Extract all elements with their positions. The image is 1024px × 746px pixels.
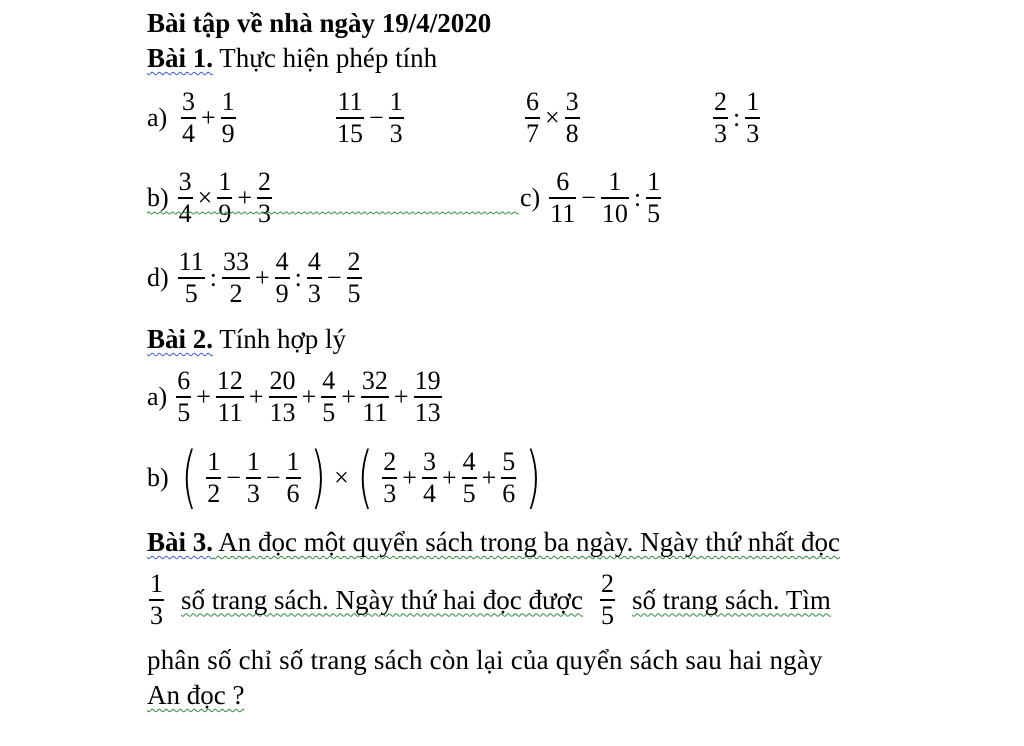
denominator: 2 [229,278,243,308]
expr-2a [173,366,444,428]
numerator: 5 [502,447,516,477]
operator: − [326,263,342,292]
numerator: 33 [222,247,249,277]
fraction [321,366,336,428]
expr-1a-2 [333,83,407,153]
parenthesis: ( [357,438,373,517]
operator: + [301,382,317,411]
fraction [206,447,221,509]
operator: − [226,463,241,492]
fraction [549,167,576,229]
denominator: 13 [269,397,296,427]
fraction [257,167,272,229]
fraction [178,247,205,309]
numerator: 3 [422,447,436,477]
operator: + [237,183,253,212]
numerator: 1 [389,87,403,117]
numerator: 6 [177,366,191,396]
grammar-squiggle [147,211,519,215]
denominator: 6 [502,478,516,508]
exercise-2-heading [147,326,346,353]
fraction [646,167,661,229]
denominator: 7 [526,118,539,148]
denominator: 3 [307,278,321,308]
operator: + [393,382,409,411]
numerator: 4 [275,247,289,277]
fraction [221,87,236,149]
exercise-2-part-a [147,362,445,432]
exercise-1-label: Bài 1. [147,43,214,73]
numerator: 1 [218,167,232,197]
denominator: 15 [337,118,363,148]
denominator: 4 [178,198,192,228]
numerator: 1 [608,167,622,197]
numerator: 20 [269,366,296,396]
fraction [422,447,437,509]
parenthesis: ( [180,438,197,517]
numerator: 6 [526,87,539,117]
numerator: 12 [216,366,243,396]
fraction [176,366,191,428]
exercise-1-heading [147,45,437,72]
numerator: 4 [322,366,336,396]
denominator: 8 [565,118,579,148]
denominator: 3 [258,198,272,228]
operator: + [201,103,216,132]
numerator: 32 [361,366,388,396]
expr-1a-1 [178,83,239,153]
fraction [216,366,244,428]
exercise-2-part-b [147,438,548,517]
denominator: 9 [221,118,235,148]
exercise-1-title: Thực hiện phép tính [213,43,438,73]
operator: − [581,183,596,212]
exercise-3-text-1: An đọc một quyển sách trong ba ngày. Ngày thứ nhất đọc [213,527,841,557]
fraction [269,366,297,428]
fraction [745,87,760,149]
operator: × [545,103,560,132]
denominator: 11 [217,397,243,427]
exercise-3-line-3: phân số chỉ số trang sách còn lại của quyển sách sau hai ngày [147,645,823,675]
expr-1a-4 [710,83,763,153]
fraction [178,167,193,229]
denominator: 3 [389,118,403,148]
fraction [336,87,364,149]
exercise-1-part-b [147,163,275,233]
operator: : [209,263,217,292]
parenthesis: ) [309,438,326,517]
exercise-2-title: Tính hợp lý [213,324,347,354]
numerator: 1 [246,447,260,477]
operator: + [196,382,211,411]
fraction [286,447,301,509]
part-a-label: a) [147,103,168,132]
operator: : [733,103,741,132]
exercise-3-line-1 [147,529,840,556]
expr-2b [175,438,548,517]
fraction [361,366,389,428]
denominator: 9 [275,278,289,308]
denominator: 11 [550,198,576,228]
denominator: 11 [362,397,388,427]
numerator: 11 [178,247,204,277]
denominator: 9 [218,198,232,228]
expr-1c [546,167,664,229]
numerator: 3 [565,87,579,117]
fraction [181,87,196,149]
numerator: 4 [307,247,321,277]
denominator: 3 [746,118,760,148]
exercise-1-part-a [147,83,173,153]
operator: : [633,183,642,212]
part-b-label: b) [147,183,169,212]
numerator: 19 [414,366,441,396]
fraction-one-third: $\frac{1}{3}$ [150,569,163,630]
numerator: 2 [383,447,397,477]
expr-1b [175,167,275,229]
operator: + [402,463,417,492]
denominator: 6 [286,478,300,508]
exercise-3-text-4: An đọc ? [147,680,245,710]
denominator: 2 [207,478,221,508]
operator: − [369,103,384,132]
denominator: 5 [177,397,191,427]
fraction [246,447,261,509]
fraction [307,247,322,309]
numerator: 2 [714,87,727,117]
denominator: 10 [601,198,628,228]
operator: + [441,463,457,492]
part-d-label: d) [147,263,169,292]
operator: + [248,382,264,411]
operator: + [481,463,497,492]
fraction [217,167,232,229]
denominator: 4 [422,478,436,508]
part-a-label: a) [147,382,168,411]
fraction [222,247,250,309]
fraction [525,87,540,149]
fraction [275,247,290,309]
fraction [382,447,397,509]
denominator: 5 [647,198,661,228]
parenthesis: ) [525,438,542,517]
numerator: 3 [178,167,192,197]
exercise-1-part-d [147,243,365,313]
fraction [347,247,362,309]
numerator: 1 [221,87,235,117]
expr-1d [175,247,365,309]
exercise-1-part-c [520,163,664,233]
exercise-3-line-4 [147,682,244,709]
denominator: 5 [462,478,476,508]
numerator: 1 [286,447,300,477]
operator: + [254,263,270,292]
numerator: 4 [462,447,476,477]
part-b-label: b) [147,463,169,492]
exercise-2-label: Bài 2. [147,324,214,354]
fraction-two-fifths: $\frac{2}{5}$ [600,569,614,630]
denominator: 3 [246,478,260,508]
fraction [565,87,580,149]
fraction [501,447,516,509]
denominator: 3 [714,118,727,148]
exercise-3-text-2a: số trang sách. Ngày thứ hai đọc được [181,584,583,615]
numerator: 3 [182,87,195,117]
exercise-3-line-2 [146,565,831,635]
numerator: 1 [207,447,221,477]
operator: : [294,263,302,292]
denominator: 5 [347,278,361,308]
fraction [713,87,728,149]
denominator: 13 [414,397,441,427]
operator: × [197,183,213,212]
numerator: 1 [746,87,760,117]
numerator: 6 [556,167,570,197]
numerator: 2 [347,247,361,277]
page-title: Bài tập về nhà ngày 19/4/2020 [147,8,492,38]
fraction [389,87,404,149]
denominator: 3 [383,478,397,508]
operator: + [341,382,356,411]
numerator: 1 [647,167,661,197]
part-c-label: c) [520,183,541,212]
exercise-3-label: Bài 3. [147,527,214,557]
expr-1a-3 [522,83,583,153]
fraction [414,366,442,428]
denominator: 5 [184,278,198,308]
denominator: 4 [182,118,195,148]
exercise-3-text-2b: số trang sách. Tìm [631,584,831,615]
numerator: 2 [258,167,272,197]
fraction [462,447,477,509]
denominator: 5 [322,397,336,427]
operator: × [334,463,349,492]
fraction [601,167,629,229]
operator: − [265,463,281,492]
numerator: 11 [337,87,363,117]
